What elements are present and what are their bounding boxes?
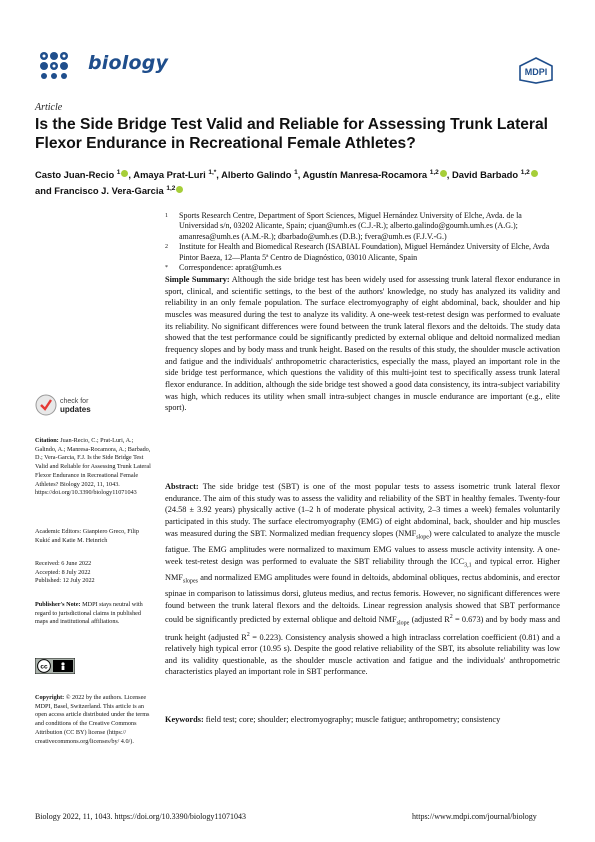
affiliation-text: Sports Research Centre, Department of Sport Sciences, Miguel Hernández University of Elche, Avda. de la Universidad s/n, 03202 Alicante, Spain; cjuan@umh.es (C.J.-R.); alberto.galindo@goumh.umh.es (A.G.); amanresa@umh.es (A.M.-R.); dbarbado@umh.es (D.B.); fvera@umh.es (F.J.V.-G.) xyxy=(179,211,522,241)
keywords xyxy=(165,714,560,726)
publisher-note xyxy=(35,601,155,627)
cc-label: cc xyxy=(40,663,48,671)
affiliation-number: * xyxy=(165,265,168,272)
citation-label: Citation: xyxy=(35,437,59,444)
mdpi-logo-icon[interactable] xyxy=(516,56,556,84)
citation-text[interactable]: Juan-Recio, C.; Prat-Luri, A.; Galindo, A.; Manresa-Rocamora, A.; Barbado, D.; Vera-Garcia, F.J. Is the Side Bridge Test Valid and Reliable for Assessing Trunk Lateral Flexor Endurance in Recreational Female Athletes? Biology 2022, 11, 1043. https://doi.org/10.3390/biology11071043 xyxy=(35,437,151,497)
correspondence-text[interactable]: Correspondence: aprat@umh.es xyxy=(179,263,282,273)
author-line-1: Casto Juan-Recio $^1$ , Amaya Prat-Luri $^{1,*}$, Alberto Galindo $^1$, Agustín Manresa-Rocamora $^{1,2}$ , David Barbado $^{1,2}$ xyxy=(35,166,565,182)
author-name[interactable]: Amaya Prat-Luri xyxy=(133,169,206,181)
author-name[interactable]: David Barbado xyxy=(451,169,519,181)
abstract-label: Abstract: xyxy=(165,482,199,491)
simple-summary xyxy=(165,274,560,414)
article-title: Is the Side Bridge Test Valid and Reliable for Assessing Trunk Lateral Flexor Endurance in Recreational Female Athletes? xyxy=(35,116,549,152)
publisher-note-text: MDPI stays neutral with regard to jurisdictional claims in published maps and institutional affiliations. xyxy=(35,601,143,626)
publisher-note-label: Publisher's Note: xyxy=(35,601,81,608)
footer-citation[interactable]: Biology 2022, 11, 1043. https://doi.org/10.3390/biology11071043 xyxy=(35,812,247,821)
abstract-text: (adjusted R xyxy=(409,614,450,624)
abstract-superscript: 2 xyxy=(449,613,453,620)
copyright-text: © 2022 by the authors. Licensee MDPI, Basel, Switzerland. This article is an open access article distributed under the terms and conditions of the Creative Commons Attribution (CC BY) license (https:// creativecommons.org/licenses/by/ 4.0/). xyxy=(35,694,150,745)
author-affil-sup: 1 xyxy=(116,169,121,176)
accepted-date: Accepted: 8 July 2022 xyxy=(35,568,91,576)
citation-block xyxy=(35,437,155,498)
orcid-icon[interactable] xyxy=(176,186,183,193)
cc-by-license-icon[interactable] xyxy=(35,658,75,674)
abstract-text: ) were calculated to analyze the muscle fatigue. The EMG amplitudes were normalized to maximum EMG values to assess muscle activity intensity. A one-week test-retest design was performed to evaluate the SBT reliability through the ICC xyxy=(165,528,560,566)
abstract-text: = 0.223). Consistency analysis showed a high intraclass correlation coefficient (0.81) and a relatively high typical error (10.95 s). Despite the good relative reliability of the SBT, its absolute reliability was low and its validity questionable, as the shoulder muscle activation and fatigue and the individuals' anthropometric characteristics played an important role in SBT performance. xyxy=(165,632,561,677)
footer-journal-url[interactable]: https://www.mdpi.com/journal/biology xyxy=(412,812,537,821)
published-date: Published: 12 July 2022 xyxy=(35,577,95,585)
affiliations xyxy=(165,211,560,273)
article-type: Article xyxy=(35,102,63,113)
affiliation-text: Institute for Health and Biomedical Research (ISABIAL Foundation), Miguel Hernández University of Elche, Avda Pintor Baeza, 12—Planta 5ª Centro de Diagnóstico, 03010 Alicante, Spain xyxy=(179,242,550,262)
keywords-label: Keywords: xyxy=(165,715,204,724)
abstract xyxy=(165,481,560,678)
abstract-subscript: slopes xyxy=(182,578,198,585)
journal-name[interactable]: biology xyxy=(88,52,169,74)
abstract-text: and typical error. Higher NMF xyxy=(165,556,560,582)
abstract-text: The side bridge test (SBT) is one of the most popular tests to assess isometric trunk lateral flexor endurance. The aim of this study was to assess the validity and reliability of the SBT in healthy females. Twenty-four (24.58 ± 3.92 years) physically active (1–2 h of moderate physical activity, 2–3 times a week) females voluntarily participated in this study. The surface electromyography (EMG) of eight abdominal, back, shoulder and hip muscles was measured during the SBT. Normalized median frequency slopes (NMF xyxy=(165,482,560,538)
check-updates-line2: updates xyxy=(60,405,91,414)
author-name[interactable]: Francisco J. Vera-Garcia xyxy=(54,184,164,196)
author-name[interactable]: Casto Juan-Recio xyxy=(35,169,115,181)
affiliation-item xyxy=(165,211,560,242)
author-affil-sup: 1,2 xyxy=(166,184,176,192)
author-affil-sup: 1,2 xyxy=(429,169,439,176)
author-list xyxy=(35,166,565,197)
copyright-block xyxy=(35,694,155,746)
affiliation-item xyxy=(165,263,560,273)
orcid-icon[interactable] xyxy=(121,170,128,177)
simple-summary-text: Although the side bridge test has been widely used for assessing trunk lateral flexor endurance in sport, clinical, and scientific settings, to the best of the authors' knowledge, no study has analyzed its validity and reliability in an only female population. The surface electromyography of eight abdominal, back, shoulder and hip muscles was measured during the test to analyze its validity. A one-week test-retest design was performed to evaluate its reliability. No significant differences were found between the trunk lateral flexors and the deltoids. The study data showed that the test performance could be significantly predicted by external oblique and deltoid normalized median frequency slopes and by body mass and trunk height. Based on the results of this study, the shoulder muscle activation and fatigue and the individuals' anthropometric characteristics, especially the mass, played an important role in the side bridge test performance, which questions the validity of this multi-joint test to specifically assess trunk lateral flexor endurance. In addition, although the side bridge test showed a good data consistency, its intra-subject variability was high, which reduces its utility when small intra-subject changes in muscle endurance are important (e.g., elite sport). xyxy=(165,275,560,413)
author-affil-sup: 1,2 xyxy=(520,169,530,176)
simple-summary-label: Simple Summary: xyxy=(165,275,230,284)
dates-block xyxy=(35,560,155,586)
abstract-text: and normalized EMG amplitudes were found in deltoids, abdominal obliques, rectus abdominis, and erector spinae in comparison to latissimus dorsi, gluteus medius, and rectus femoris. However, no significant differences were found between the trunk lateral flexors and the deltoids. Linear regression analysis showed that SBT performance could be significantly predicted by external oblique and deltoid NMF xyxy=(165,572,560,624)
affiliation-item xyxy=(165,242,560,263)
copyright-label: Copyright: xyxy=(35,694,65,701)
mdpi-logo-text: MDPI xyxy=(524,67,548,77)
abstract-subscript: slope xyxy=(396,619,410,626)
author-affil-sup: 1,* xyxy=(208,169,217,176)
abstract-text: = 0.673) and by body mass and trunk height (adjusted R xyxy=(165,614,561,642)
abstract-subscript: slope xyxy=(416,534,429,541)
check-updates-line1: check for xyxy=(60,398,89,405)
academic-editors: Academic Editors: Gianpiero Greco, Filip Kukić and Katie M. Heinrich xyxy=(35,528,139,544)
check-for-updates-button[interactable] xyxy=(35,392,105,418)
author-name[interactable]: Agustín Manresa-Rocamora xyxy=(302,169,428,181)
orcid-icon[interactable] xyxy=(440,170,447,177)
author-affil-sup: 1 xyxy=(294,169,298,176)
journal-logo-icon xyxy=(36,47,86,81)
received-date: Received: 6 June 2022 xyxy=(35,560,92,567)
abstract-subscript: 3,1 xyxy=(464,562,472,569)
affiliation-number: 1 xyxy=(165,213,168,219)
keywords-text: field test; core; shoulder; electromyography; muscle fatigue; anthropometry; consistency xyxy=(205,715,501,724)
and-word: and xyxy=(35,184,52,196)
author-name[interactable]: Alberto Galindo xyxy=(221,169,292,181)
affiliation-number: 2 xyxy=(165,244,168,251)
author-line-2 xyxy=(35,182,565,198)
orcid-icon[interactable] xyxy=(531,170,538,177)
abstract-superscript: 2 xyxy=(246,631,250,638)
